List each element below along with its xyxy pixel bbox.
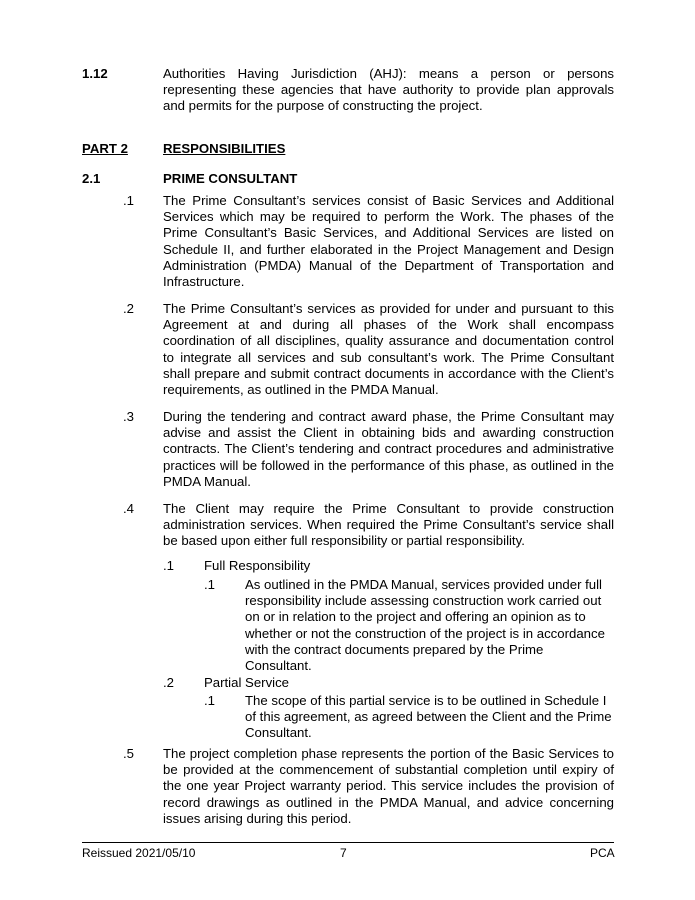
subitem-number-1: .1 (163, 558, 174, 573)
subsubitem-text-full: As outlined in the PMDA Manual, services provided under full responsibility include assessing construction work carried out on or in relation to the project and offering an opinion as to whether or not the construction of the project is in accordance with the contract documents prepared by the Prime Consultant. (245, 577, 605, 674)
subitem-label-full-responsibility: Full Responsibility (204, 558, 311, 573)
item-number-4: .4 (123, 501, 134, 516)
footer-date: Reissued 2021/05/10 (82, 846, 196, 860)
item-text-5: The project completion phase represents the portion of the Basic Services to be provided at the commencement of substantial completion until expiry of the one year Project warranty period. This service includes the provision of record drawings as outlined in the PMDA Manual, and advice concerning issues arising during this period. (163, 746, 614, 826)
page-number: 7 (340, 846, 347, 860)
section-number-2-1: 2.1 (82, 171, 101, 186)
item-number-3: .3 (123, 409, 134, 424)
item-number-1: .1 (123, 193, 134, 208)
item-number-2: .2 (123, 301, 134, 316)
subitem-label-partial-service: Partial Service (204, 675, 290, 690)
part-number: PART 2 (82, 141, 128, 156)
clause-text-1-12: Authorities Having Jurisdiction (AHJ): means a person or persons representing these agencies that have authority to provide plan approvals and permits for the purpose of constructing the project. (163, 66, 614, 114)
item-text-1: The Prime Consultant’s services consist of Basic Services and Additional Services which may be required to perform the Work. The phases of the Prime Consultant’s Basic Services, and Additional Services are listed on Schedule II, and further elaborated in the Project Management and Design Administration (PMDA) Manual of the Department of Transportation and Infrastructure. (163, 193, 614, 290)
item-text-4: The Client may require the Prime Consultant to provide construction administration services. When required the Prime Consultant’s service shall be based upon either full responsibility or partial responsibility. (163, 501, 614, 549)
footer-code: PCA (590, 846, 615, 860)
footer-rule (82, 842, 614, 843)
part-title: RESPONSIBILITIES (163, 141, 286, 156)
item-number-5: .5 (123, 746, 134, 761)
clause-number-1-12: 1.12 (82, 66, 108, 81)
subsubitem-text-partial: The scope of this partial service is to be outlined in Schedule I of this agreement, as agreed between the Client and the Prime Consultant. (245, 693, 612, 741)
section-title-2-1: PRIME CONSULTANT (163, 171, 298, 186)
subsubitem-number-2: .1 (204, 693, 215, 708)
subsubitem-number-1: .1 (204, 577, 215, 592)
item-text-3: During the tendering and contract award phase, the Prime Consultant may advise and assist the Client in obtaining bids and awarding construction contracts. The Client’s tendering and contract procedures and administrative practices will be followed in the performance of this phase, as outlined in the PMDA Manual. (163, 409, 614, 489)
subitem-number-2: .2 (163, 675, 174, 690)
item-text-2: The Prime Consultant’s services as provided for under and pursuant to this Agreement at and during all phases of the Work shall encompass coordination of all disciplines, quality assurance and documentation control to integrate all services and sub consultant’s work. The Prime Consultant shall prepare and submit contract documents in accordance with the Client’s requirements, as outlined in the PMDA Manual. (163, 301, 614, 398)
